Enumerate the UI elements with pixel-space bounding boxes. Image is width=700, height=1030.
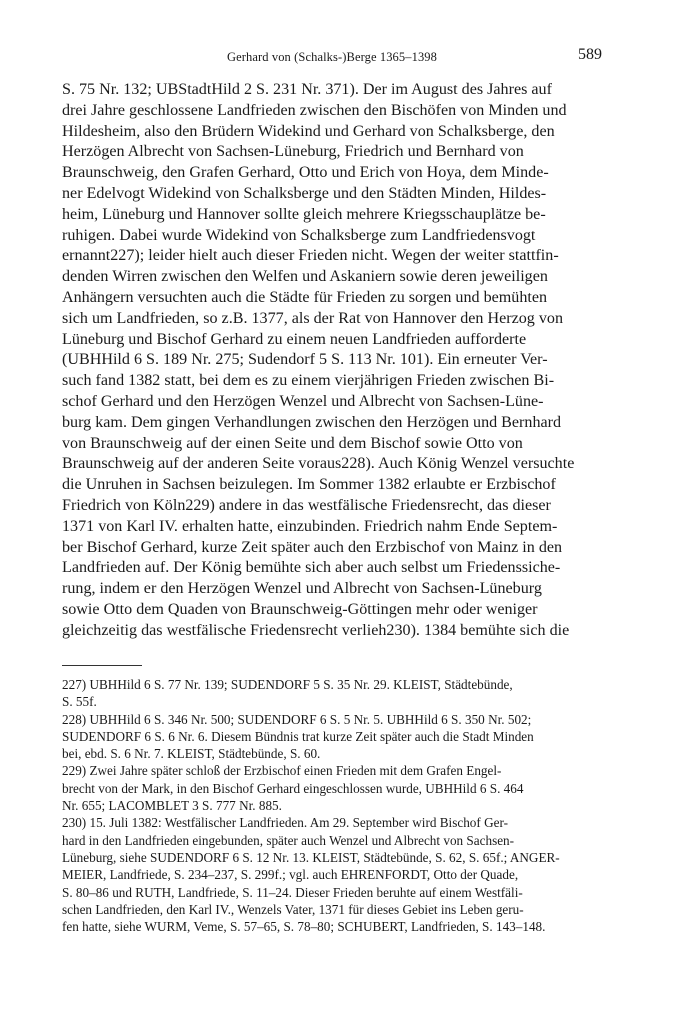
footnote-line: brecht von der Mark, in den Bischof Gerhard eingeschlossen wurde, UBHHild 6 S. 464 [62, 780, 524, 796]
footnote-230 [62, 814, 602, 935]
text-line: Braunschweig auf der anderen Seite voraus228). Auch König Wenzel versuchte [62, 455, 575, 473]
footnote-line: Lüneburg, siehe SUDENDORF 6 S. 12 Nr. 13. KLEIST, Städtebünde, S. 62, S. 65f.; ANGER- [62, 849, 560, 865]
footnote-line: 228) UBHHild 6 S. 346 Nr. 500; SUDENDORF 6 S. 5 Nr. 5. UBHHild 6 S. 350 Nr. 502; [62, 711, 532, 727]
page-header [62, 46, 602, 68]
footnote-divider [62, 665, 142, 666]
footnote-line: S. 80–86 und RUTH, Landfriede, S. 11–24. Dieser Frieden beruhte auf einem Westfäli- [62, 884, 523, 900]
text-line: Anhängern versuchten auch die Städte für Frieden zu sorgen und bemühten [62, 288, 548, 306]
footnote-line: fen hatte, siehe WURM, Veme, S. 57–65, S. 78–80; SCHUBERT, Landfrieden, S. 143–148. [62, 919, 546, 935]
text-line: sich um Landfrieden, so z.B. 1377, als der Rat von Hannover den Herzog von [62, 309, 564, 327]
footnote-line: 230) 15. Juli 1382: Westfälischer Landfrieden. Am 29. September wird Bischof Ger- [62, 815, 508, 831]
footnote-line: 227) UBHHild 6 S. 77 Nr. 139; SUDENDORF 5 S. 35 Nr. 29. KLEIST, Städtebünde, [62, 677, 513, 692]
text-line: denden Wirren zwischen den Welfen und Askaniern sowie deren jeweiligen [62, 268, 548, 286]
text-line: Lüneburg und Bischof Gerhard zu einem neuen Landfrieden aufforderte [62, 330, 527, 348]
text-line: von Braunschweig auf der einen Seite und dem Bischof sowie Otto von [62, 434, 523, 452]
page-number: 589 [578, 46, 602, 63]
footnote-line: 229) Zwei Jahre später schloß der Erzbischof einen Frieden mit dem Grafen Engel- [62, 763, 502, 779]
footnote-228 [62, 711, 602, 763]
footnotes [62, 676, 602, 935]
footnote-line: bei, ebd. S. 6 Nr. 7. KLEIST, Städtebünde, S. 60. [62, 746, 321, 762]
text-line: Herzögen Albrecht von Sachsen-Lüneburg, Friedrich und Bernhard von [62, 143, 524, 161]
footnote-227 [62, 676, 602, 711]
text-line: Friedrich von Köln229) andere in das westfälische Friedensrecht, das dieser [62, 496, 551, 514]
text-line: heim, Lüneburg und Hannover sollte gleich mehrere Kriegsschauplätze be- [62, 205, 546, 223]
text-line: ernannt227); leider hielt auch dieser Frieden nicht. Wegen der weiter stattfin- [62, 247, 559, 265]
footnote-229 [62, 762, 602, 814]
text-line: S. 75 Nr. 132; UBStadtHild 2 S. 231 Nr. 371). Der im August des Jahres auf [62, 81, 552, 98]
text-line: sowie Otto dem Quaden von Braunschweig-Göttingen mehr oder weniger [62, 600, 538, 618]
text-line: ber Bischof Gerhard, kurze Zeit später auch den Erzbischof von Mainz in den [62, 538, 563, 556]
text-line: (UBHHild 6 S. 189 Nr. 275; Sudendorf 5 S. 113 Nr. 101). Ein erneuter Ver- [62, 351, 548, 369]
footnote-line: MEIER, Landfriede, S. 234–237, S. 299f.; vgl. auch EHRENFORDT, Otto der Quade, [62, 867, 519, 883]
footnote-line: Nr. 655; LACOMBLET 3 S. 777 Nr. 885. [62, 798, 282, 814]
text-line: die Unruhen in Sachsen beizulegen. Im Sommer 1382 erlaubte er Erzbischof [62, 476, 556, 494]
text-line: Landfrieden auf. Der König bemühte sich aber auch selbst um Friedenssiche- [62, 559, 561, 577]
text-line: schof Gerhard und den Herzögen Wenzel und Albrecht von Sachsen-Lüne- [62, 392, 544, 410]
text-line: 1371 von Karl IV. erhalten hatte, einzubinden. Friedrich nahm Ende Septem- [62, 517, 558, 535]
text-line: drei Jahre geschlossene Landfrieden zwischen den Bischöfen von Minden und [62, 101, 567, 119]
footnote-line: SUDENDORF 6 S. 6 Nr. 6. Diesem Bündnis trat kurze Zeit später auch die Stadt Minden [62, 728, 534, 744]
text-line: Braunschweig, den Grafen Gerhard, Otto und Erich von Hoya, dem Minde- [62, 164, 549, 182]
text-line: ruhigen. Dabei wurde Widekind von Schalksberge zum Landfriedensvogt [62, 226, 536, 244]
footnote-line: hard in den Landfrieden eingebunden, später auch Wenzel und Albrecht von Sachsen- [62, 832, 515, 848]
main-text [62, 80, 602, 642]
text-line: ner Edelvogt Widekind von Schalksberge und den Städten Minden, Hildes- [62, 184, 547, 202]
text-line: rung, indem er den Herzögen Wenzel und Albrecht von Sachsen-Lüneburg [62, 580, 542, 598]
footnote-line: S. 55f. [62, 694, 97, 710]
text-line: gleichzeitig das westfälische Friedensrecht verlieh230). 1384 bemühte sich die [62, 621, 570, 639]
footnote-line: schen Landfrieden, den Karl IV., Wenzels Vater, 1371 für dieses Gebiet ins Leben geru- [62, 901, 524, 917]
running-title: Gerhard von (Schalks-)Berge 1365–1398 [226, 50, 438, 64]
text-line: Hildesheim, also den Brüdern Widekind und Gerhard von Schalksberge, den [62, 122, 555, 140]
text-line: burg kam. Dem gingen Verhandlungen zwischen den Herzögen und Bernhard [62, 413, 562, 431]
text-line: such fand 1382 statt, bei dem es zu einem vierjährigen Frieden zwischen Bi- [62, 372, 555, 390]
